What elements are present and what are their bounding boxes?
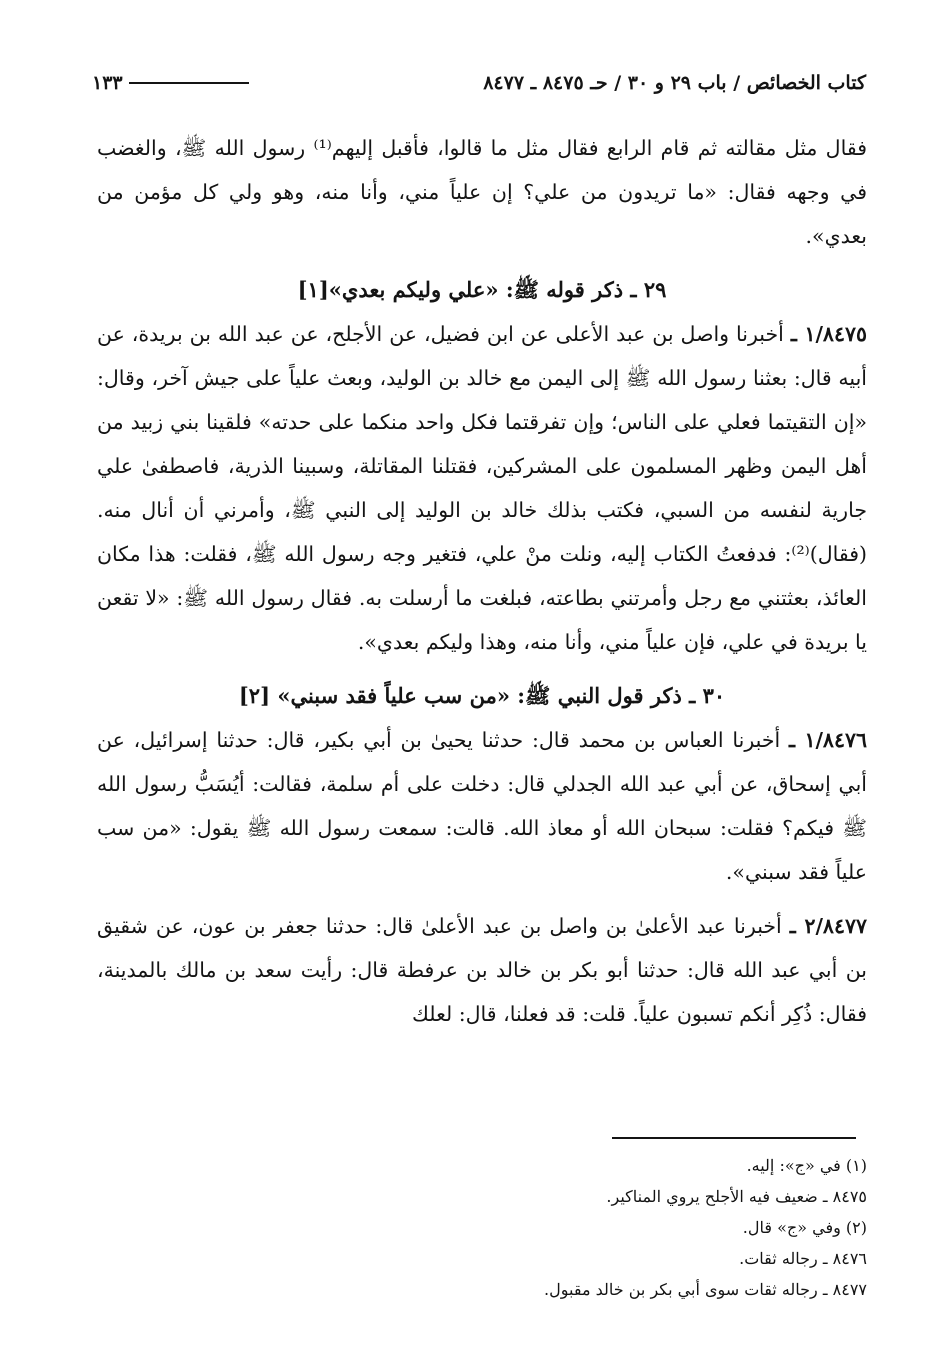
running-header xyxy=(92,66,866,100)
footnote-separator xyxy=(612,1137,856,1139)
footnote: ٨٤٧٦ ـ رجاله ثقات. xyxy=(739,1249,867,1268)
hadith-8475 xyxy=(97,312,867,664)
hadith-number: ١/٨٤٧٥ ـ xyxy=(790,322,867,346)
footnote: (١) في «ج»: إليه. xyxy=(746,1156,867,1175)
header-rule xyxy=(129,82,249,84)
footnote: ٨٤٧٧ ـ رجاله ثقات سوى أبي بكر بن خالد مقبول. xyxy=(544,1280,867,1299)
section-heading-30: ٣٠ ـ ذكر قول النبي ﷺ: «من سب علياً فقد سبني» [٢] xyxy=(238,683,726,708)
header-title: كتاب الخصائص / باب ٢٩ و ٣٠ / حـ ٨٤٧٥ ـ ٨٤٧٧ xyxy=(483,72,866,94)
hadith-text: أخبرنا العباس بن محمد قال: حدثنا يحيىٰ بن أبي بكير، قال: حدثنا إسرائيل، عن أبي إسحاق، عن أبي عبد الله الجدلي قال: دخلت على أم سلمة، فقالت: أيُسَبُّ رسول الله ﷺ فيكم؟ فقلت: سبحان الله أو معاذ الله. قالت: سمعت رسول الله ﷺ يقول: «من سب علياً فقد سبني». xyxy=(97,728,867,884)
hadith-text: أخبرنا واصل بن عبد الأعلى عن ابن فضيل، عن الأجلح، عن عبد الله بن بريدة، عن أبيه قال: بعثنا رسول الله ﷺ إلى اليمن مع خالد بن الوليد، وبعث علياً على جيش آخر، وقال: «إن التقيتما فعلي على الناس؛ وإن تفرقتما فكل واحد منكما على حدته» فلقينا بني زبيد من أهل اليمن وظهر المسلمون على المشركين، فقتلنا المقاتلة، وسبينا الذرية، فاصطفىٰ علي جارية لنفسه من السبي، فكتب بذلك خالد بن الوليد إلى النبي ﷺ، وأمرني أن أنال منه. (فقال)⁽²⁾: فدفعتُ الكتاب إليه، ونلت منْ علي، فتغير وجه رسول الله ﷺ، فقلت: هذا مكان العائذ، بعثتني مع رجل وأمرتني بطاعته، فبلغت ما أرسلت به. فقال رسول الله ﷺ: «لا تقعن يا بريدة في علي، فإن علياً مني، وأنا منه، وهذا وليكم بعدي». xyxy=(97,322,867,654)
page-number: ١٣٣ xyxy=(92,72,123,94)
header-page-group xyxy=(92,72,249,94)
hadith-number: ٢/٨٤٧٧ ـ xyxy=(789,914,867,938)
section-heading-29: ٢٩ ـ ذكر قوله ﷺ: «علي وليكم بعدي»[١] xyxy=(297,277,667,302)
footnote: (٢) وفي «ج» قال. xyxy=(742,1218,867,1237)
hadith-8476 xyxy=(97,718,867,894)
footnote: ٨٤٧٥ ـ ضعيف فيه الأجلح يروي المناكير. xyxy=(606,1187,867,1206)
hadith-number: ١/٨٤٧٦ ـ xyxy=(789,728,867,752)
hadith-8477 xyxy=(97,904,867,1036)
footnotes xyxy=(97,1150,867,1305)
intro-paragraph: فقال مثل مقالته ثم قام الرابع فقال مثل ما قالوا، فأقبل إليهم⁽¹⁾ رسول الله ﷺ، والغضب في وجهه فقال: «ما تريدون من علي؟ إن علياً مني، وأنا منه، وهو ولي كل مؤمن من بعدي». xyxy=(97,136,867,248)
main-text xyxy=(97,126,867,1036)
hadith-text: أخبرنا عبد الأعلىٰ بن واصل بن عبد الأعلىٰ قال: حدثنا جعفر بن عون، عن شقيق بن أبي عبد الله قال: حدثنا أبو بكر بن خالد بن عرفطة قال: رأيت سعد بن مالك بالمدينة، فقال: ذُكِر أنكم تسبون علياً. قلت: قد فعلنا، قال: لعلك xyxy=(97,914,867,1026)
